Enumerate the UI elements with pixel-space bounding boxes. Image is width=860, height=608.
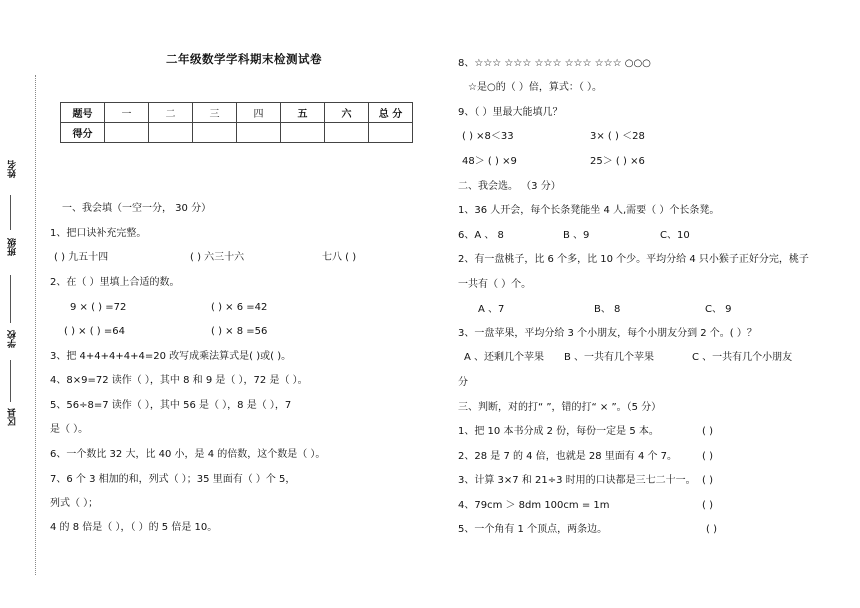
choice-2: 2、有一盘桃子，比 6 个多，比 10 个少。平均分给 4 只小猴子正好分完，桃子 (458, 254, 809, 265)
question-9-item: 48＞ ( ) ×9 (462, 156, 517, 167)
choice-3-option: B 、一共有几个苹果 (564, 352, 655, 363)
judge-1: 1、把 10 本书分成 2 份，每份一定是 5 本。 (458, 426, 659, 437)
score-row-label: 得分 (61, 123, 105, 143)
judge-4-answer: ( ) (702, 500, 713, 511)
question-7-cont: 4 的 8 倍是（ ），（ ）的 5 倍是 10。 (50, 522, 218, 533)
question-9-item: 3× ( ) ＜28 (590, 131, 645, 142)
judge-2: 2、28 是 7 的 4 倍，也就是 28 里面有 4 个 7。 (458, 451, 678, 462)
question-9: 9、（ ）里最大能填几？ (458, 107, 563, 118)
choice-2-cont: 一共有（ ）个。 (458, 279, 532, 290)
side-label-school: 学校 (8, 330, 18, 348)
score-header-cell: 题号 (61, 103, 105, 123)
score-table-score-row (61, 123, 413, 143)
question-8-cont: ☆是○的（ ）倍，算式：（ ）。 (468, 82, 603, 93)
score-table (60, 102, 413, 143)
choice-1-option: B 、9 (563, 230, 590, 241)
section-2-heading: 二、我会选。 （3 分） (458, 181, 561, 192)
page-title: 二年级数学学科期末检测试卷 (166, 52, 322, 66)
judge-4: 4、79cm ＞ 8dm 100cm = 1m (458, 500, 610, 511)
score-cell[interactable] (281, 123, 325, 143)
choice-1: 1、36 人开会，每个长条凳能坐 4 人,需要（ ）个长条凳。 (458, 205, 720, 216)
score-cell[interactable] (105, 123, 149, 143)
school-fill-line (10, 275, 11, 323)
binding-line (35, 75, 36, 575)
section-3-heading: 三、判断，对的打“ ”，错的打“ × ”。（5 分） (458, 402, 662, 413)
section-1-heading: 一、我会填（一空一分， 30 分） (62, 203, 212, 214)
question-7-cont: 列式（ ）； (50, 498, 99, 509)
question-1-item: ( ) 九五十四 (54, 252, 109, 263)
choice-3-option-cont: 分 (458, 377, 468, 388)
choice-3: 3、一盘苹果，平均分给 3 个小朋友，每个小朋友分到 2 个。( ）？ (458, 328, 757, 339)
choice-1-option: C、10 (660, 230, 690, 241)
choice-2-option: B、 8 (594, 304, 621, 315)
question-2-item: 9 × ( ) =72 (70, 302, 127, 313)
score-header-cell: 一 (105, 103, 149, 123)
score-table-header-row (61, 103, 413, 123)
score-header-cell: 四 (237, 103, 281, 123)
side-label-name: 姓名 (8, 160, 18, 178)
score-cell[interactable] (369, 123, 413, 143)
score-cell[interactable] (237, 123, 281, 143)
question-6: 6、一个数比 32 大，比 40 小，是 4 的倍数，这个数是（ ）。 (50, 449, 326, 460)
question-5-cont: 是（ ）。 (50, 424, 89, 435)
question-9-item: 25＞ ( ) ×6 (590, 156, 645, 167)
question-3: 3、把 4+4+4+4+4=20 改写成乘法算式是( )或( )。 (50, 351, 292, 362)
question-4: 4、8×9=72 读作（ ），其中 8 和 9 是（ ），72 是（ ）。 (50, 375, 308, 386)
choice-2-option: A 、7 (478, 304, 505, 315)
judge-2-answer: ( ) (702, 451, 713, 462)
score-cell[interactable] (325, 123, 369, 143)
question-2-item: ( ) × 6 =42 (211, 302, 268, 313)
score-header-cell: 六 (325, 103, 369, 123)
side-label-district: 区县 (8, 408, 18, 426)
score-header-cell: 三 (193, 103, 237, 123)
judge-1-answer: ( ) (702, 426, 713, 437)
question-7: 7、6 个 3 相加的和，列式（ ）；35 里面有（ ）个 5， (50, 474, 296, 485)
score-header-cell: 总 分 (369, 103, 413, 123)
question-1-item: ( ) 六三十六 (190, 252, 245, 263)
question-2-item: ( ) × ( ) =64 (64, 326, 125, 337)
judge-3: 3、计算 3×7 和 21÷3 时用的口诀都是三七二十一。 (458, 475, 696, 486)
question-2: 2、在（ ）里填上合适的数。 (50, 277, 180, 288)
judge-5: 5、一个角有 1 个顶点，两条边。 (458, 524, 608, 535)
choice-1-option: 6、A 、 8 (458, 230, 504, 241)
district-fill-line (10, 360, 11, 402)
class-fill-line (10, 195, 11, 230)
score-header-cell: 二 (149, 103, 193, 123)
side-label-class: 班级 (8, 238, 18, 256)
judge-3-answer: ( ) (702, 475, 713, 486)
choice-2-option: C、 9 (705, 304, 732, 315)
question-2-item: ( ) × 8 =56 (211, 326, 268, 337)
question-1: 1、把口诀补充完整。 (50, 228, 147, 239)
question-1-item: 七八 ( ) (322, 252, 357, 263)
score-cell[interactable] (193, 123, 237, 143)
question-9-item: ( ) ×8＜33 (462, 131, 514, 142)
question-8: 8、☆☆☆ ☆☆☆ ☆☆☆ ☆☆☆ ☆☆☆ ○○○ (458, 58, 651, 69)
judge-5-answer: ( ) (706, 524, 717, 535)
question-5: 5、56÷8=7 读作（ ），其中 56 是（ ），8 是（ ），7 (50, 400, 292, 411)
choice-3-option: A 、还剩几个苹果 (464, 352, 545, 363)
score-cell[interactable] (149, 123, 193, 143)
score-header-cell: 五 (281, 103, 325, 123)
choice-3-option: C 、一共有几个小朋友 (692, 352, 793, 363)
